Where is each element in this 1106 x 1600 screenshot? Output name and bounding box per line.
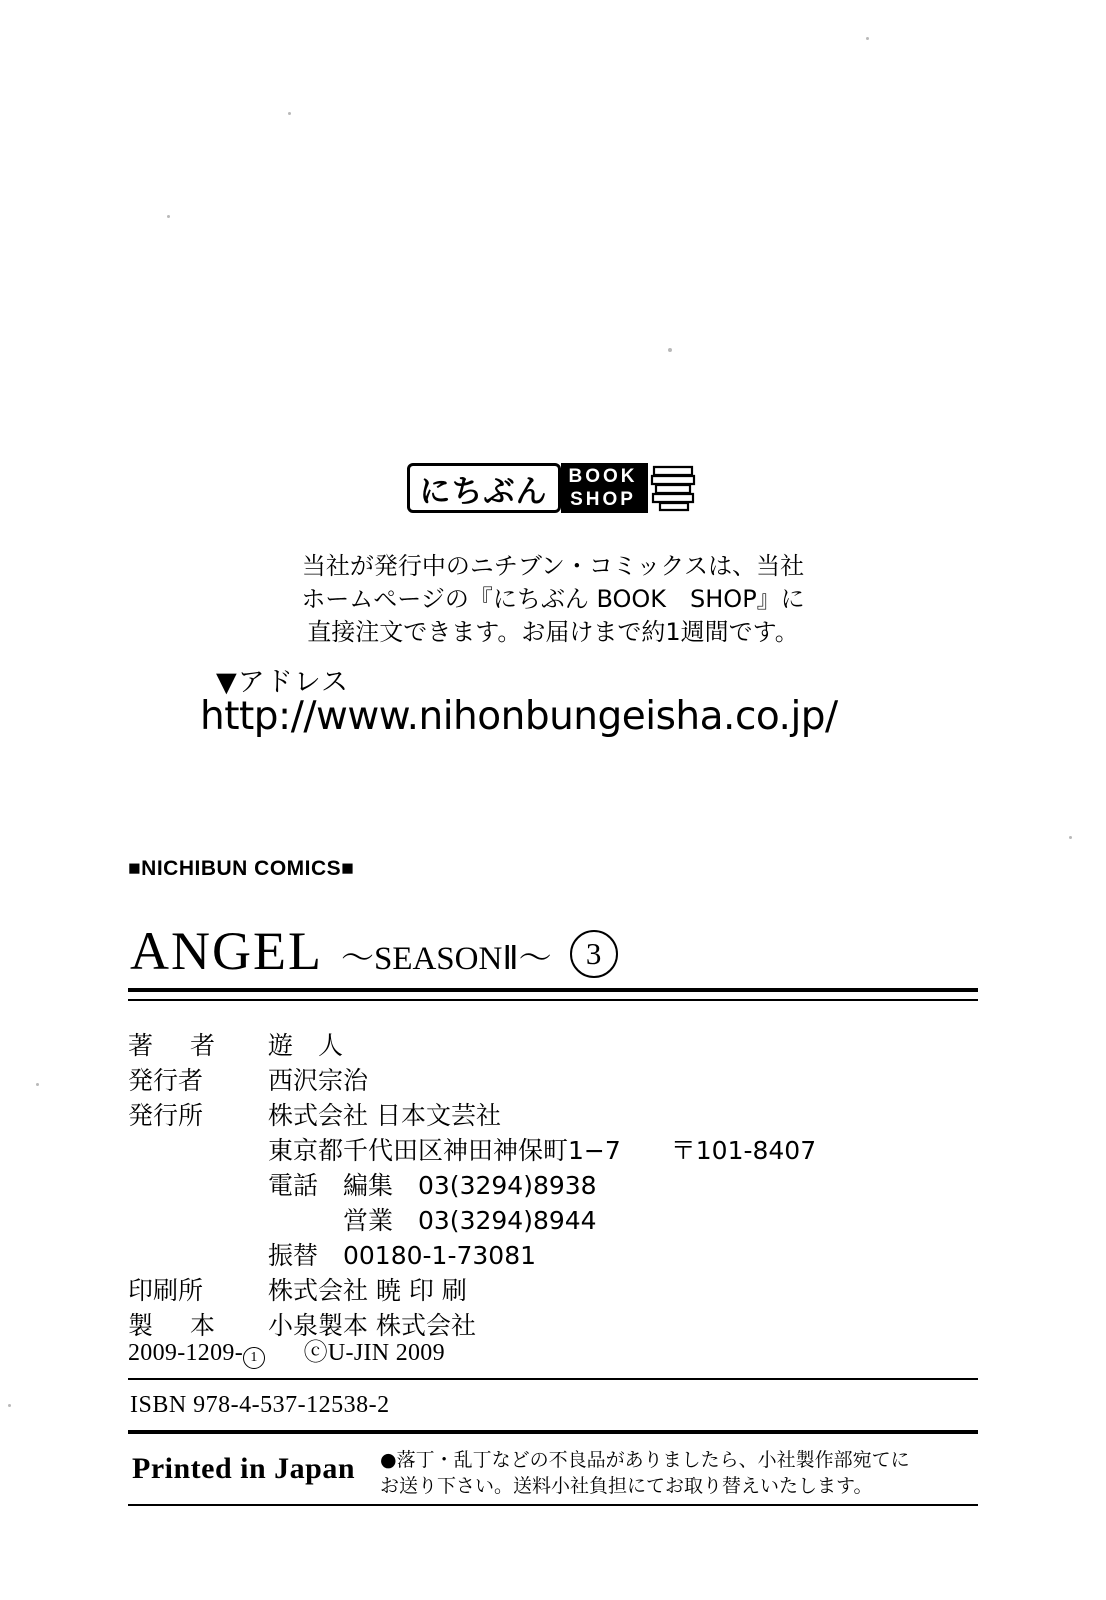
credit-value: 株式会社 暁 印 刷 xyxy=(268,1276,467,1305)
copyright-holder: ⓒU-JIN 2009 xyxy=(303,1340,445,1366)
speck xyxy=(866,37,869,40)
credit-row xyxy=(128,1238,998,1273)
credit-key: 発行者 xyxy=(128,1066,204,1095)
credit-row xyxy=(128,1028,998,1063)
credit-key: 印刷所 xyxy=(128,1276,204,1305)
credit-row xyxy=(128,1098,998,1133)
defect-note-line-2: お送り下さい。送料小社負担にてお取り替えいたします。 xyxy=(380,1475,873,1497)
isbn-rule-top xyxy=(128,1378,978,1380)
isbn-number: ISBN 978-4-537-12538-2 xyxy=(130,1392,390,1418)
isbn-rule-bottom xyxy=(128,1430,978,1434)
date-code: 2009-1209- xyxy=(128,1340,243,1366)
date-code-circle: 1 xyxy=(243,1347,265,1369)
credit-value: 西沢宗治 xyxy=(268,1066,369,1095)
credit-row xyxy=(128,1168,998,1203)
credit-value: 東京都千代田区神田神保町1−7 〒101-8407 xyxy=(268,1136,817,1165)
credit-row xyxy=(128,1273,998,1308)
colophon-credits xyxy=(128,1028,998,1343)
speck xyxy=(668,348,672,352)
book-title-main: ANGEL xyxy=(130,921,323,981)
nichibun-bookshop-logo xyxy=(0,460,1106,516)
logo-japanese-text: にちぶん xyxy=(407,463,561,513)
book-title xyxy=(130,920,930,980)
shop-description xyxy=(0,550,1106,649)
book-volume-number: 3 xyxy=(570,930,618,978)
credit-row xyxy=(128,1063,998,1098)
credit-value: 株式会社 日本文芸社 xyxy=(268,1101,501,1130)
credit-key: 著 者 xyxy=(128,1031,222,1060)
website-url[interactable]: http://www.nihonbungeisha.co.jp/ xyxy=(200,694,838,739)
copyright-line xyxy=(128,1332,445,1368)
speck xyxy=(288,112,291,115)
shop-description-line-2: ホームページの『にちぶん BOOK SHOP』に xyxy=(301,585,805,613)
speck xyxy=(8,1404,11,1407)
credit-key: 発行所 xyxy=(128,1101,204,1130)
logo-bookshop-text xyxy=(561,463,648,513)
credit-value: 小泉製本 株式会社 xyxy=(268,1311,476,1340)
credit-key: 製 本 xyxy=(128,1311,222,1340)
logo-row xyxy=(407,460,700,516)
book-title-subtitle: 〜SEASONⅡ〜 xyxy=(340,941,552,977)
defect-note-line-1: ●落丁・乱丁などの不良品がありましたら、小社製作部宛てに xyxy=(380,1449,910,1471)
credit-value: 電話 編集 03(3294)8938 xyxy=(268,1171,597,1200)
speck xyxy=(167,215,170,218)
logo-line-book: BOOK xyxy=(568,466,638,487)
logo-line-shop: SHOP xyxy=(570,489,636,510)
credit-value: 振替 00180-1-73081 xyxy=(268,1241,537,1270)
defect-note xyxy=(380,1447,940,1499)
title-rule-thick xyxy=(128,988,978,992)
stacked-books-icon xyxy=(648,463,700,513)
footer-rule xyxy=(128,1504,978,1506)
speck xyxy=(1069,836,1072,839)
address-label: ▼アドレス xyxy=(216,667,349,698)
imprint-label: ■NICHIBUN COMICS■ xyxy=(128,857,355,880)
credit-value: 営業 03(3294)8944 xyxy=(268,1206,597,1235)
credit-row xyxy=(128,1133,998,1168)
shop-description-line-1: 当社が発行中のニチブン・コミックスは、当社 xyxy=(301,552,805,580)
credit-value: 遊 人 xyxy=(268,1031,344,1060)
speck xyxy=(36,1083,39,1086)
printed-in-japan: Printed in Japan xyxy=(132,1452,356,1485)
credit-row xyxy=(128,1203,998,1238)
shop-description-line-3: 直接注文できます。お届けまで約1週間です。 xyxy=(307,618,799,646)
title-rule-thin xyxy=(128,999,978,1001)
